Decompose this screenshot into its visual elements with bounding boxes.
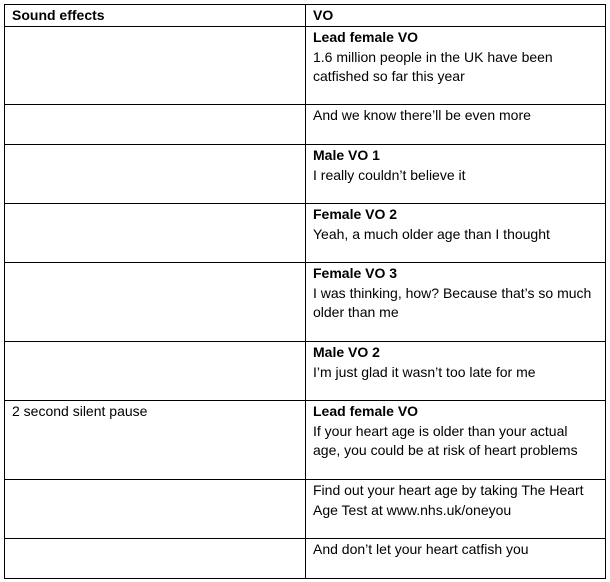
vo-cell (306, 105, 606, 145)
sfx-cell (5, 539, 306, 579)
sfx-cell (5, 204, 306, 263)
speaker-label: Female VO 3 (313, 265, 398, 281)
table-body (5, 27, 606, 579)
table-row (5, 480, 606, 539)
table-row (5, 539, 606, 579)
vo-cell (306, 401, 606, 480)
sfx-cell (5, 342, 306, 401)
sfx-cell (5, 263, 306, 342)
header-vo: VO (306, 5, 606, 27)
vo-line: And we know there’ll be even more (313, 107, 531, 123)
script-table (4, 4, 606, 579)
table-row (5, 204, 606, 263)
vo-cell (306, 342, 606, 401)
vo-line: 1.6 million people in the UK have been catfished so far this year (313, 48, 553, 84)
table-header (5, 5, 606, 27)
speaker-label: Male VO 1 (313, 147, 380, 163)
table-row (5, 342, 606, 401)
vo-line: And don’t let your heart catfish you (313, 541, 529, 557)
table-row (5, 145, 606, 204)
vo-cell (306, 204, 606, 263)
table-row (5, 401, 606, 480)
vo-cell (306, 27, 606, 105)
vo-cell (306, 480, 606, 539)
sfx-cell (5, 145, 306, 204)
vo-cell (306, 539, 606, 579)
speaker-label: Lead female VO (313, 29, 419, 45)
sfx-cell (5, 480, 306, 539)
vo-line: Yeah, a much older age than I thought (313, 225, 550, 242)
sfx-cell (5, 105, 306, 145)
vo-line: If your heart age is older than your actual age, you could be at risk of heart problems (313, 422, 578, 458)
table-row (5, 27, 606, 105)
header-sound-effects: Sound effects (5, 5, 306, 27)
vo-line: I’m just glad it wasn’t too late for me (313, 363, 536, 380)
speaker-label: Female VO 2 (313, 206, 398, 222)
vo-line: Find out your heart age by taking The Heart Age Test at www.nhs.uk/oneyou (313, 482, 584, 518)
sfx-text: 2 second silent pause (12, 403, 148, 419)
table-row (5, 105, 606, 145)
vo-cell (306, 145, 606, 204)
sfx-cell (5, 27, 306, 105)
vo-cell (306, 263, 606, 342)
header-row (5, 5, 606, 27)
speaker-label: Lead female VO (313, 403, 419, 419)
sfx-cell (5, 401, 306, 480)
vo-line: I was thinking, how? Because that’s so much older than me (313, 284, 592, 320)
vo-line: I really couldn’t believe it (313, 166, 466, 183)
table-row (5, 263, 606, 342)
speaker-label: Male VO 2 (313, 344, 380, 360)
